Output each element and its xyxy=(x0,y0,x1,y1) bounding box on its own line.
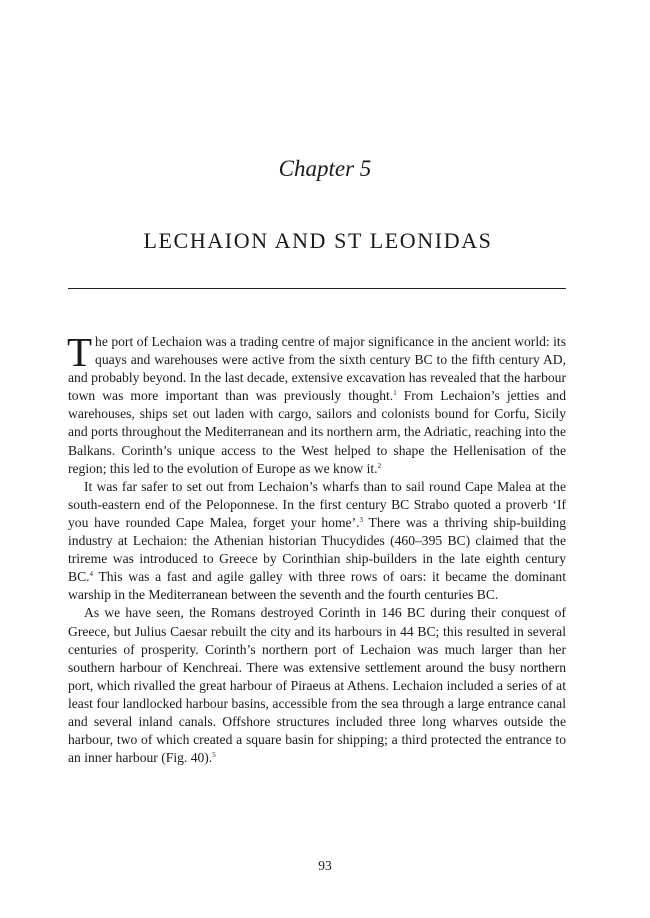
text-segment: This was a fast and agile galley with three rows of oars: it became the dominant warship in the Mediterranean between the seventh and the fourth centuries BC. xyxy=(68,569,566,603)
paragraph xyxy=(68,478,566,605)
text-segment: From Lechaion’s jetties and warehouses, ships set out laden with cargo, sailors and colonists bound for Corfu, Sicily and ports throughout the Mediterranean and its northern arm, the Adriatic, reaching into the Balkans. Corinth’s unique access to the West helped to shape the Hellenisation of the region; this led to the evolution of Europe as we know it. xyxy=(68,388,566,476)
footnote-ref[interactable]: 3 xyxy=(359,515,363,524)
footnote-ref[interactable]: 1 xyxy=(393,389,397,398)
text-segment: It was far safer to set out from Lechaion’s wharfs than to sail round Cape Malea at the south-eastern end of the Peloponnese. In the first century BC Strabo quoted a proverb ‘If you have rounded Cape Malea, forget your home’. xyxy=(68,478,566,530)
paragraph xyxy=(67,329,566,478)
drop-cap: T xyxy=(67,329,93,375)
title-rule xyxy=(68,288,566,289)
body-text xyxy=(67,329,566,767)
text-segment: As we have seen, the Romans destroyed Corinth in 146 BC during their conquest of Greece, but Julius Caesar rebuilt the city and its harbours in 44 BC; this resulted in several centuries of prosperity. Corinth’s northern port of Lechaion was much larger than her southern harbour of Kenchreai. There was extensive settlement around the busy northern port, which rivalled the great harbour of Piraeus at Athens. Lechaion included a series of at least four landlocked harbour basins, accessible from the sea through a large entrance canal and several inland canals. Offshore structures included three long wharves outside the harbour, two of which created a square basin for shipping; a third protected the entrance to an inner harbour (Fig. 40). xyxy=(68,605,566,766)
page-number: 93 xyxy=(318,858,332,873)
footnote-ref[interactable]: 5 xyxy=(212,751,216,760)
chapter-label: Chapter 5 xyxy=(278,156,372,181)
paragraph xyxy=(68,604,566,767)
footnote-ref[interactable]: 4 xyxy=(89,570,94,579)
text-segment: he port of Lechaion was a trading centre of major significance in the ancient world: its quays and warehouses were active from the sixth century BC to the fifth century AD, and probably beyond. In the last decade, extensive excavation has revealed that the harbour town was more important than was previously thought. xyxy=(68,334,566,404)
text-segment: There was a thriving ship-building industry at Lechaion: the Athenian historian Thucydides (460–395 BC) claimed that the trireme was introduced to Greece by Corinthian ship-builders in the late eighth century BC. xyxy=(68,514,566,585)
chapter-title: LECHAION AND ST LEONIDAS xyxy=(143,228,493,253)
footnote-ref[interactable]: 2 xyxy=(377,461,382,470)
